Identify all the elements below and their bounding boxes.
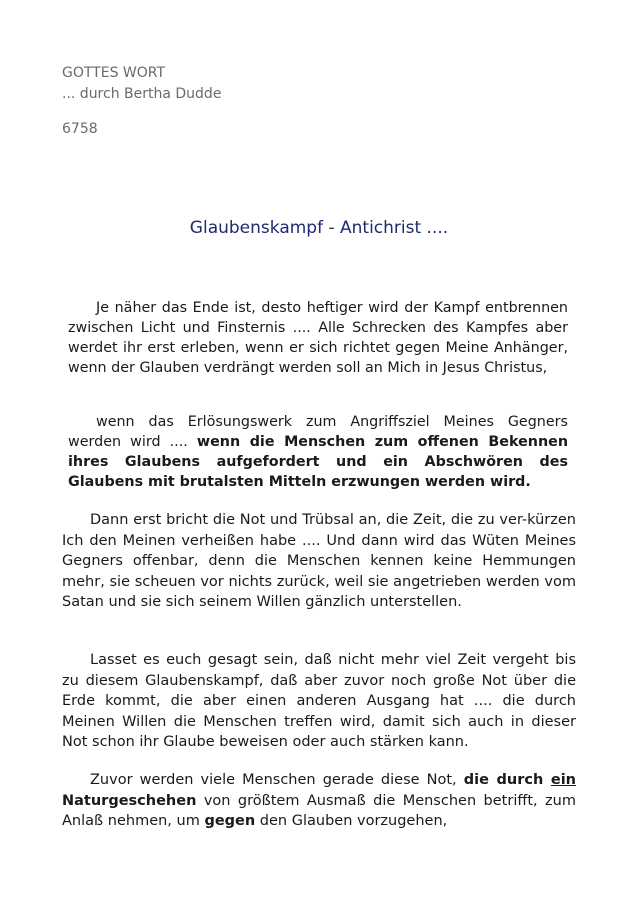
paragraph-5-bold-c: gegen [204, 813, 256, 829]
paragraph-2-bold-text: wenn die Menschen zum offenen Bekennen ihres Glaubens aufgefordert und ein Abschwören des Glaubens mit brutalsten Mitteln erzwungen werden wird. [68, 434, 569, 490]
paragraph-5 [62, 770, 576, 832]
paragraph-5-bold-b: Naturgeschehen [62, 792, 197, 809]
paragraph-3 [62, 510, 576, 613]
paragraph-1-text: Je näher das Ende ist, desto heftiger wird der Kampf entbrennen zwischen Licht und Finsternis .... Alle Schrecken des Kampfes aber werdet ihr erst erleben, wenn er sich richtet gegen Meine Anhänger, wenn der Glauben verdrängt werden soll an Mich in Jesus Christus, [68, 300, 568, 376]
paragraph-4-text: Lasset es euch gesagt sein, daß nicht mehr viel Zeit vergeht bis zu diesem Glaubenskampf, daß aber zuvor noch große Not über die Erde kommt, die aber einen anderen Ausgang hat .... die durch Meinen Willen die Menschen treffen wird, damit sich auch in dieser Not schon ihr Glaube beweisen oder auch stärken kann. [62, 652, 576, 750]
header-title: GOTTES WORT [62, 65, 166, 81]
header-author: ... durch Bertha Dudde [62, 86, 222, 102]
paragraph-5-text-a: Zuvor werden viele Menschen gerade diese Not, [90, 772, 464, 788]
message-number: 6758 [62, 121, 98, 137]
paragraph-5-text-b: von größtem Ausmaß die Menschen betrifft, zum Anlaß nehmen, um [62, 792, 576, 829]
paragraph-5-text-c: den Glauben vorzugehen, [255, 813, 448, 829]
paragraph-4 [62, 650, 576, 753]
paragraph-2 [68, 412, 568, 492]
paragraph-3-text: Dann erst bricht die Not und Trübsal an, die Zeit, die zu ver-kürzen Ich den Meinen verheißen habe .... Und dann wird das Wüten Meines Gegners offenbar, denn die Menschen kennen keine Hemmungen mehr, sie scheuen vor nichts zurück, weil sie angetrieben werden vom Satan und sie sich seinem Willen gänzlich unterstellen. [62, 512, 576, 610]
paragraph-5-bold-underlined: ein [550, 772, 576, 788]
paragraph-1 [68, 298, 568, 378]
paragraph-5-bold-a: die durch [463, 772, 551, 788]
page-title: Glaubenskampf - Antichrist .... [189, 218, 449, 238]
paragraph-2-text: wenn das Erlösungswerk zum Angriffsziel Meines Gegners werden wird .... [68, 414, 568, 450]
